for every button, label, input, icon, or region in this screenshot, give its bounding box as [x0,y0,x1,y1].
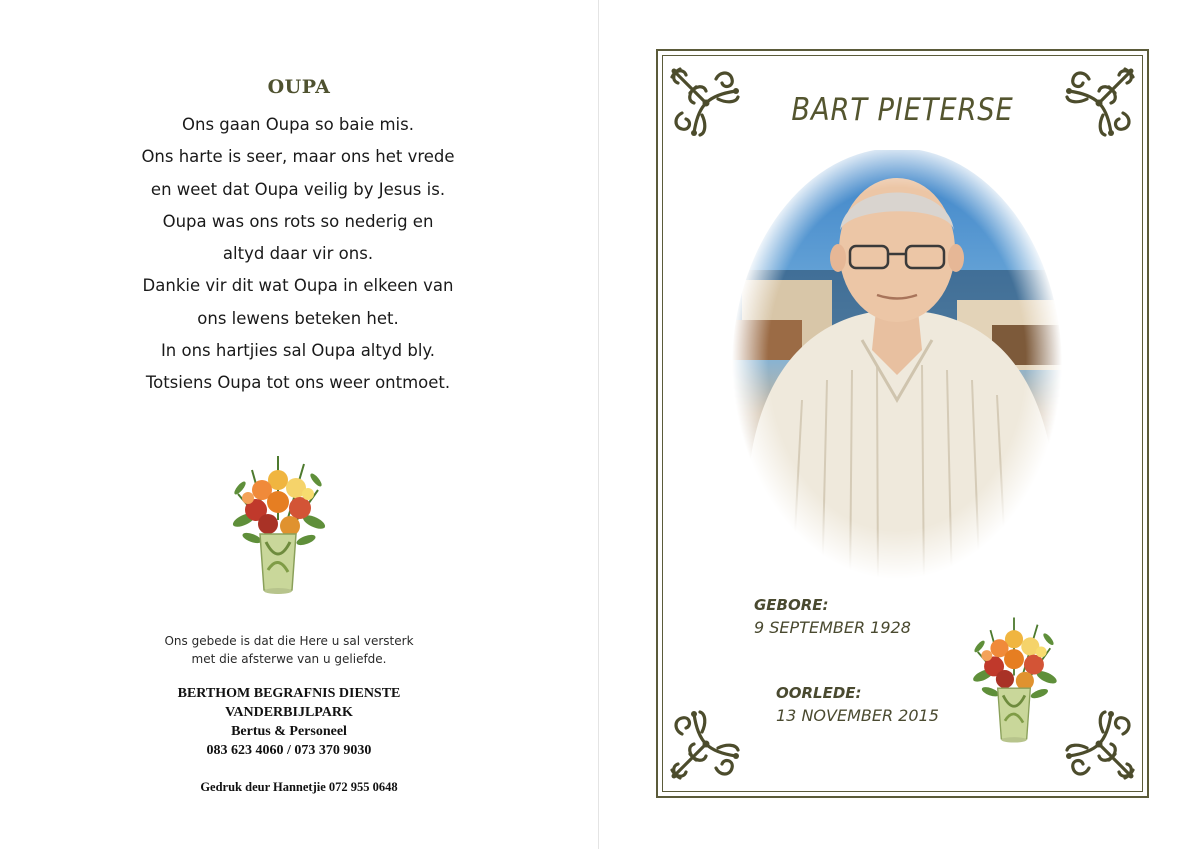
died-date: 13 NOVEMBER 2015 [776,706,939,725]
prayer-line-1: Ons gebede is dat die Here u sal versterk [164,634,414,648]
left-page [0,0,598,849]
deceased-name: BART PIETERSE [791,92,1014,128]
born-label: GEBORE: [754,596,829,614]
poem-line: altyd daar vir ons. [222,244,374,264]
poem-line: Dankie vir dit wat Oupa in elkeen van [142,276,454,296]
ornament-corner-icon [666,706,744,784]
undertaker-name: BERTHOM BEGRAFNIS DIENSTE [177,686,401,701]
poem-line: In ons hartjies sal Oupa altyd bly. [160,341,436,361]
prayer-line-2: met die afsterwe van u geliefde. [191,652,387,666]
poem-line: Ons harte is seer, maar ons het vrede [141,147,455,167]
prayer-text [0,632,578,668]
undertaker-phones: 083 623 4060 / 073 370 9030 [206,743,372,758]
poem-title: OUPA [267,76,331,98]
undertaker-town: VANDERBIJLPARK [225,705,353,720]
died-label: OORLEDE: [776,684,862,702]
portrait-photo [732,150,1062,590]
poem-line: en weet dat Oupa veilig by Jesus is. [150,179,446,199]
ornament-corner-icon [1061,706,1139,784]
born-date: 9 SEPTEMBER 1928 [754,618,911,637]
flower-bouquet-icon [222,450,334,600]
undertaker-staff: Bertus & Personeel [231,724,347,739]
poem-line: Oupa was ons rots so nederig en [162,211,434,231]
page-fold [598,0,599,849]
printer-credit: Gedruk deur Hannetjie 072 955 0648 [200,780,398,794]
poem-line: ons lewens beteken het. [197,308,399,328]
flower-bouquet-icon [962,612,1066,748]
poem [98,109,498,400]
poem-line: Totsiens Oupa tot ons weer ontmoet. [145,373,451,393]
undertaker-block [0,684,578,760]
poem-line: Ons gaan Oupa so baie mis. [182,115,414,134]
